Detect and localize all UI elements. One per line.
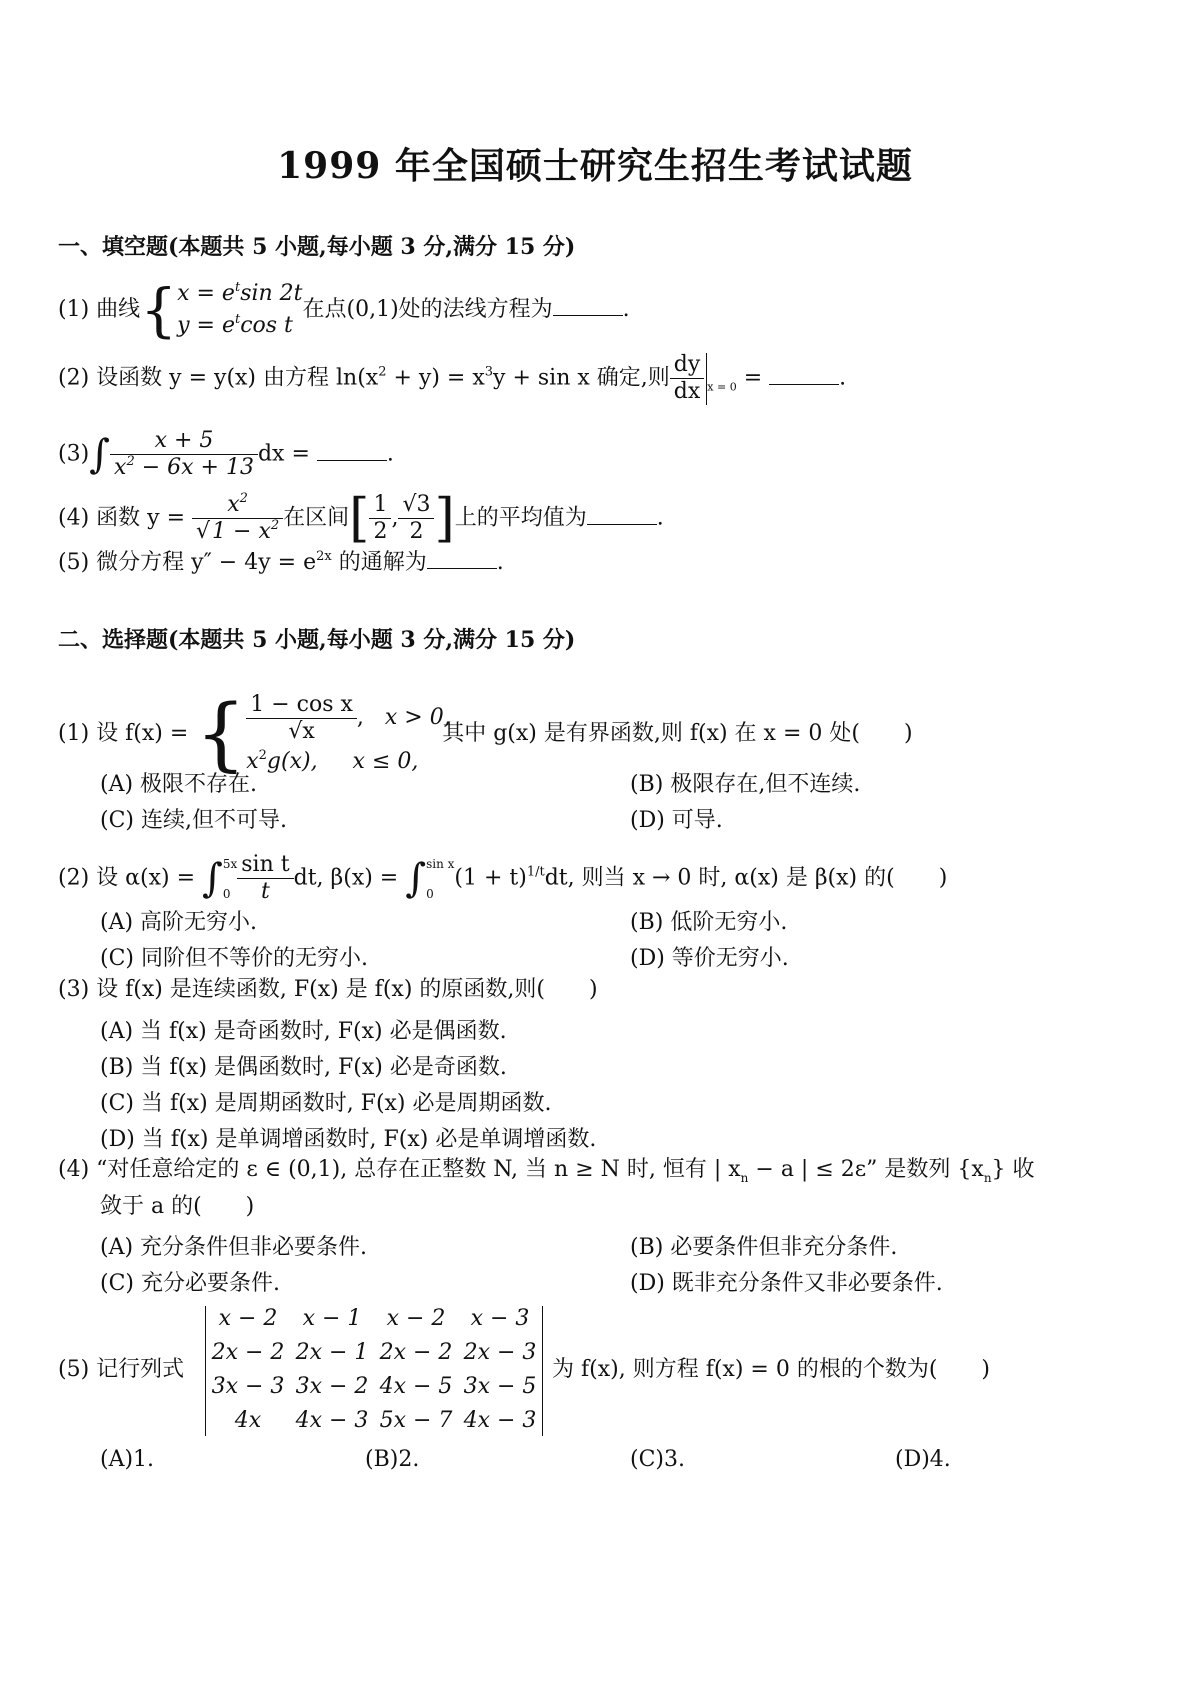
option-b[interactable]: (B) 极限存在,但不连续. xyxy=(630,772,861,797)
option-c[interactable]: (C) 连续,但不可导. xyxy=(100,808,287,833)
question-number: (1) xyxy=(58,297,90,322)
matrix-cell: 2x − 2 xyxy=(379,1340,453,1365)
question-number: (5) xyxy=(58,1357,90,1382)
function-fraction: $\frac{x^2}{√1 - x^2}$ xyxy=(192,492,283,545)
question-number: (4) xyxy=(58,505,90,531)
matrix-cell: x − 2 xyxy=(218,1306,278,1331)
matrix-cell: x − 2 xyxy=(386,1306,446,1331)
question-number: (4) xyxy=(58,1157,90,1182)
matrix-cell: 5x − 7 xyxy=(379,1408,453,1433)
option-c[interactable]: (C) 同阶但不等价的无穷小. xyxy=(100,946,368,971)
fill-question-2: (2) 设函数 y = y(x) 由方程 $\ln(x^2 + y) = x^3y + \sin x$ 确定,则 $\frac{dy}{dx}$ $_{x = 0}$ = . xyxy=(58,352,847,404)
question-text: 设 f(x) = xyxy=(96,721,196,746)
question-text: 设 α(x) = xyxy=(96,865,203,891)
option-b[interactable]: (B) 低阶无穷小. xyxy=(630,910,788,935)
right-bracket: ] xyxy=(434,488,455,549)
left-brace: { xyxy=(140,276,178,344)
fill-question-1: (1) 曲线{ $x = e^t\sin$ 2t $y = e^t\cos$ t 在点(0,1)处的法线方程为 . xyxy=(58,276,630,344)
fill-question-4: (4) 函数 y = $\frac{x^2}{√1 - x^2}$ 在区间[ $\frac{1}{2}$ , $\frac{√3}{2}$ ]上的平均值为 . xyxy=(58,488,664,549)
question-text: 设函数 y = y(x) 由方程 ln(x xyxy=(96,365,379,391)
answer-blank[interactable] xyxy=(587,504,657,525)
choice-question-2: (2) 设 α(x) = ∫ 5x 0 $\frac{\text{sin t}}{t}$ dt, β(x) = ∫ sin x 0 $(1 + t)^{1/t}dt$, 则当 x → 0 时, α(x) 是 β(x) 的( ) xyxy=(58,852,948,904)
option-a[interactable]: (A) 充分条件但非必要条件. xyxy=(100,1235,368,1260)
option-d[interactable]: (D) 可导. xyxy=(630,808,723,833)
determinant xyxy=(205,1306,543,1436)
left-bracket: [ xyxy=(349,488,370,549)
question-text: 曲线 xyxy=(96,297,141,322)
section-heading-choice: 二、选择题(本题共 5 小题,每小题 3 分,满分 15 分) xyxy=(58,627,576,653)
option-d[interactable]: (D) 既非充分条件又非必要条件. xyxy=(630,1271,943,1296)
page-title: 1999 年全国硕士研究生招生考试试题 xyxy=(277,145,913,187)
integral-sign: ∫ xyxy=(405,855,427,902)
parametric-system: $x = e^t\sin$ 2t $y = e^t\cos$ t xyxy=(177,280,303,338)
matrix-cell: 3x − 3 xyxy=(211,1374,285,1399)
question-text-continued: 敛于 a 的( ) xyxy=(100,1194,255,1219)
fill-question-5: (5) 微分方程 $y'' - 4y = e^{2x}$ 的通解为 . xyxy=(58,549,504,575)
option-c[interactable]: (C)3. xyxy=(630,1447,685,1472)
question-text: 为 f(x), 则方程 f(x) = 0 的根的个数为( ) xyxy=(552,1357,990,1382)
question-text: 设 f(x) 是连续函数, F(x) 是 f(x) 的原函数,则( ) xyxy=(96,977,598,1002)
option-b[interactable]: (B) 当 f(x) 是偶函数时, F(x) 必是奇函数. xyxy=(100,1055,507,1080)
matrix-cell: 3x − 5 xyxy=(463,1374,537,1399)
matrix-cell: 4x − 3 xyxy=(295,1408,369,1433)
option-a[interactable]: (A) 当 f(x) 是奇函数时, F(x) 必是偶函数. xyxy=(100,1019,507,1044)
integral-sign: ∫ xyxy=(202,855,223,902)
option-d[interactable]: (D) 等价无穷小. xyxy=(630,946,789,971)
integral-sign: ∫ xyxy=(89,431,111,478)
matrix-cell: 2x − 3 xyxy=(463,1340,537,1365)
question-number: (5) xyxy=(58,550,90,575)
answer-blank[interactable] xyxy=(769,364,839,385)
option-c[interactable]: (C) 充分必要条件. xyxy=(100,1271,280,1296)
question-number: (3) xyxy=(58,441,90,467)
option-d[interactable]: (D) 当 f(x) 是单调增函数时, F(x) 必是单调增函数. xyxy=(100,1127,597,1152)
option-a[interactable]: (A) 极限不存在. xyxy=(100,772,258,797)
choice-question-1 xyxy=(58,687,913,780)
matrix-cell: x − 1 xyxy=(302,1306,362,1331)
option-c[interactable]: (C) 当 f(x) 是周期函数时, F(x) 必是周期函数. xyxy=(100,1091,552,1116)
choice-question-4: (4) “对任意给定的 ε ∈ (0,1), 总存在正整数 N, 当 n ≥ N 时, 恒有 | $x_n - a$ | ≤ 2ε” 是数列 $\{x_n\}$ 收 xyxy=(58,1157,1035,1185)
question-number: (2) xyxy=(58,365,90,391)
question-number: (1) xyxy=(58,721,90,746)
matrix-cell: 4x − 3 xyxy=(463,1408,537,1433)
question-text: 记行列式 xyxy=(96,1357,185,1382)
question-text: 函数 y = xyxy=(96,505,193,531)
answer-blank[interactable] xyxy=(317,440,387,461)
option-b[interactable]: (B)2. xyxy=(365,1447,420,1472)
fill-question-3: (3)∫ $\frac{x + 5}{x^2 - 6x + 13}$ dx = . xyxy=(58,428,394,480)
option-b[interactable]: (B) 必要条件但非充分条件. xyxy=(630,1235,898,1260)
matrix-cell: 4x xyxy=(234,1408,262,1433)
matrix-cell: 4x − 5 xyxy=(379,1374,453,1399)
question-number: (2) xyxy=(58,865,90,891)
matrix-cell: 2x − 2 xyxy=(211,1340,285,1365)
question-text: 在点(0,1)处的法线方程为 xyxy=(302,297,553,322)
option-a[interactable]: (A) 高阶无穷小. xyxy=(100,910,258,935)
derivative-fraction: $\frac{dy}{dx}$ xyxy=(670,352,705,405)
matrix-cell: x − 3 xyxy=(470,1306,530,1331)
left-brace: { xyxy=(195,687,247,780)
option-a[interactable]: (A)1. xyxy=(100,1447,155,1472)
choice-question-3 xyxy=(58,975,598,1005)
option-d[interactable]: (D)4. xyxy=(895,1447,951,1472)
matrix-cell: 3x − 2 xyxy=(295,1374,369,1399)
question-text: “对任意给定的 ε ∈ (0,1), 总存在正整数 N, 当 n ≥ N 时, 恒有 | x xyxy=(96,1157,741,1182)
choice-question-5 xyxy=(58,1355,184,1385)
question-text: 微分方程 y″ − 4y = e xyxy=(96,550,317,575)
question-number: (3) xyxy=(58,977,90,1002)
question-text: 其中 g(x) 是有界函数,则 f(x) 在 x = 0 处( ) xyxy=(442,721,913,746)
answer-blank[interactable] xyxy=(553,295,623,316)
answer-blank[interactable] xyxy=(427,548,497,569)
evaluation-point: x = 0 xyxy=(707,380,737,394)
piecewise-function: $\frac{\text{1 − cos x}}{√x}$ , x > 0, $x^2g(x)$, x ≤ 0, xyxy=(246,691,451,774)
matrix-cell: 2x − 1 xyxy=(295,1340,369,1365)
integrand-fraction: $\frac{x + 5}{x^2 - 6x + 13}$ xyxy=(110,428,258,481)
section-heading-fill-in: 一、填空题(本题共 5 小题,每小题 3 分,满分 15 分) xyxy=(58,234,576,260)
